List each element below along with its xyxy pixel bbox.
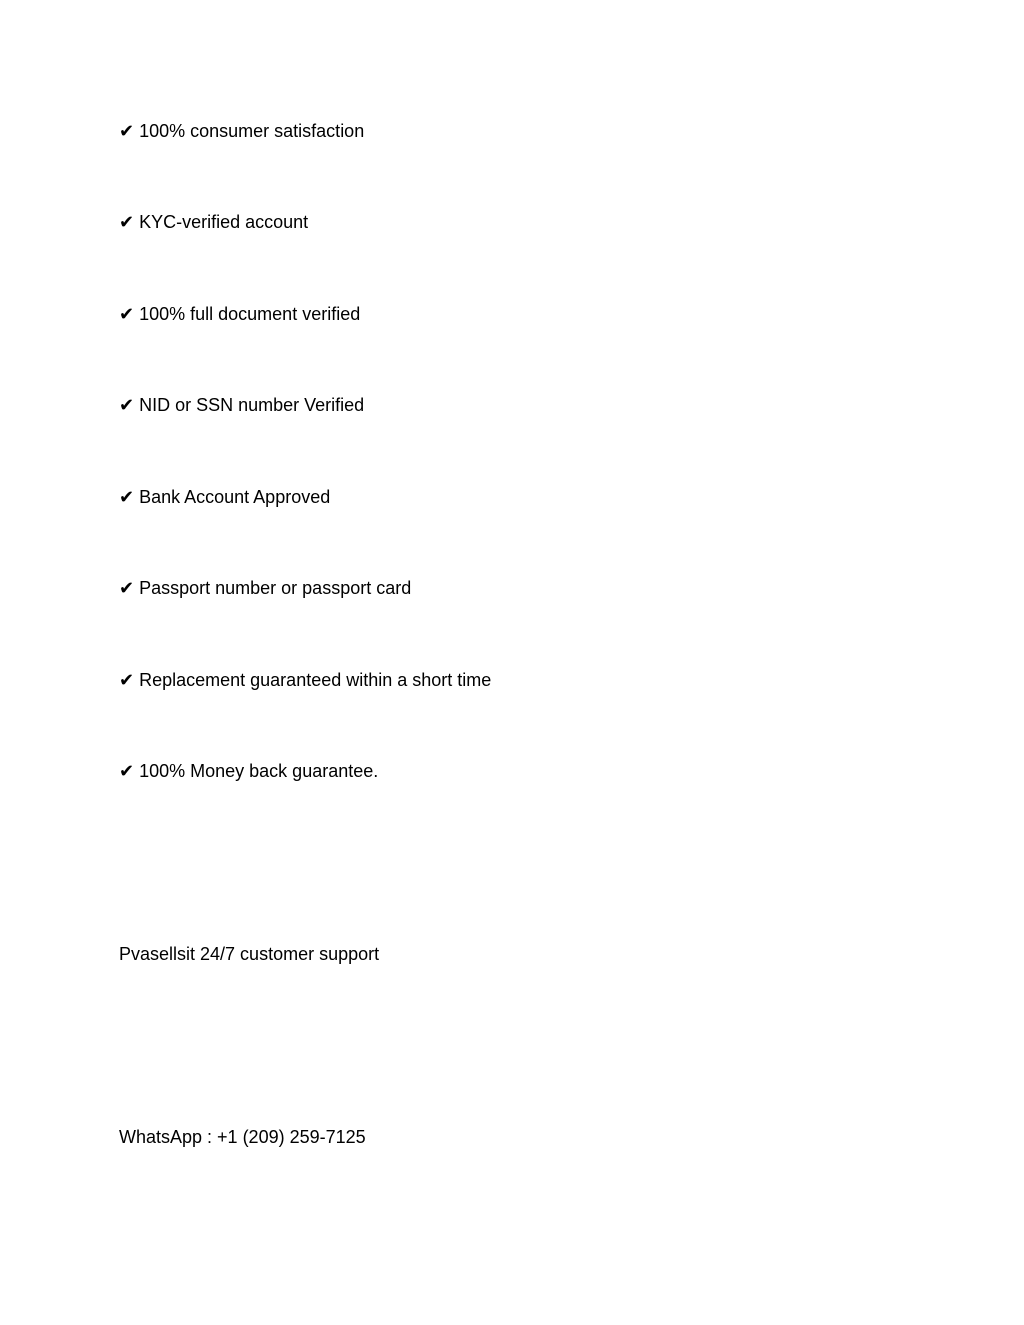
feature-text: 100% Money back guarantee. (139, 761, 379, 781)
feature-item (119, 486, 330, 508)
feature-item (119, 760, 378, 782)
whatsapp-contact: WhatsApp : +1 (209) 259-7125 (119, 1127, 366, 1147)
checkmark-icon: ✔ (119, 304, 135, 324)
checkmark-icon: ✔ (119, 121, 135, 141)
feature-item (119, 120, 364, 142)
checkmark-icon: ✔ (119, 761, 135, 781)
feature-item (119, 577, 411, 599)
checkmark-icon: ✔ (119, 578, 135, 598)
feature-item (119, 303, 360, 325)
feature-text: 100% consumer satisfaction (139, 121, 365, 141)
feature-text: Replacement guaranteed within a short time (139, 670, 492, 690)
feature-text: 100% full document verified (139, 304, 361, 324)
feature-text: Passport number or passport card (139, 578, 412, 598)
support-text: Pvasellsit 24/7 customer support (119, 944, 380, 964)
feature-item (119, 394, 364, 416)
checkmark-icon: ✔ (119, 670, 135, 690)
feature-item (119, 211, 308, 233)
feature-text: NID or SSN number Verified (139, 395, 365, 415)
feature-item (119, 669, 491, 691)
checkmark-icon: ✔ (119, 487, 135, 507)
feature-text: Bank Account Approved (139, 487, 331, 507)
checkmark-icon: ✔ (119, 212, 135, 232)
checkmark-icon: ✔ (119, 395, 135, 415)
feature-text: KYC-verified account (139, 212, 309, 232)
